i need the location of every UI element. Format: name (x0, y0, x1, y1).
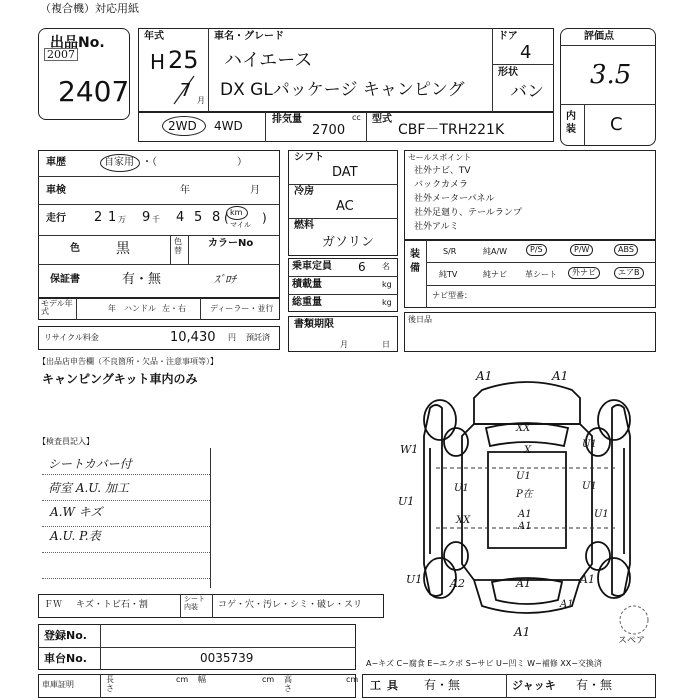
damage-mark: U1 (582, 481, 597, 492)
jack-label: ジャッキ (512, 679, 556, 692)
sales-point-item: バックカメラ (414, 180, 469, 190)
mileage-digit-5: 5 (194, 210, 203, 225)
damage-mark: X (524, 445, 532, 456)
equip-pw: P/W (570, 244, 593, 256)
interior-value: C (610, 114, 623, 135)
load-label: 積載量 (292, 279, 322, 290)
inspection-month: 月 (250, 185, 260, 196)
model-year-lr: 左・右 (162, 304, 186, 313)
tools-value: 有・無 (424, 678, 461, 692)
equip-ext-navi: 外ナビ (568, 267, 600, 279)
equip-leather: 革シート (525, 270, 557, 279)
sales-point-item: 社外メーターパネル (414, 194, 495, 204)
cert-cm-1: cm (176, 675, 189, 684)
year-value: 25 (168, 46, 199, 74)
recycle-unit: 円 (228, 333, 236, 342)
fuel-value: ガソリン (322, 235, 375, 250)
history-rest: ・（ ） (142, 157, 247, 168)
equip-navi-model: ナビ型番： (432, 291, 472, 300)
model-year-handle: ハンドル (124, 304, 156, 313)
model-year-year: 年 (108, 304, 116, 313)
equip-ps: P/S (526, 244, 547, 256)
gross-weight-unit: kg (382, 298, 392, 307)
sales-points-label: セールスポイント (408, 153, 472, 162)
inspector-line: A.W キズ (50, 505, 103, 519)
reg-expiry-month: 月 (340, 340, 348, 349)
gross-weight-label: 総重量 (292, 297, 322, 308)
equip-sr: S/R (443, 247, 457, 256)
color-change-label: 色替 (174, 237, 182, 255)
mileage-km: km (230, 208, 243, 217)
damage-mark: A1 (552, 369, 569, 383)
cert-label: 車庫証明 (42, 680, 74, 689)
inspector-line: 荷室 A.U. 加工 (48, 481, 129, 495)
capacity-unit: 名 (382, 262, 390, 271)
recycle-deposit: 預託済 (246, 333, 270, 342)
warranty-label: 保証書 (50, 274, 80, 285)
model-year-dealer: ディーラー・並行 (210, 304, 274, 313)
mileage-label: 走行 (46, 213, 66, 224)
lot-stamp: 2007 (44, 48, 78, 61)
sales-point-item: 社外足廻り、テールランプ (414, 208, 522, 218)
notes-label: 【出品店申告欄（不良箇所・欠品・注意事項等）】 (38, 357, 218, 366)
damage-mark: XX (516, 423, 531, 434)
cert-cm-2: cm (262, 675, 275, 684)
damage-mark: A1 (560, 599, 574, 610)
displacement-label: 排気量 (272, 114, 302, 125)
damage-mark: A1 (514, 625, 531, 639)
wear-seat-items: コゲ・穴・汚レ・シミ・破レ・スリ (218, 600, 363, 610)
jack-value: 有・無 (576, 678, 613, 692)
damage-legend: A−キズ C−腐食 E−エクボ S−サビ U−凹ミ W−補修 XX−交換済 (366, 659, 602, 668)
aftermarket-box (404, 312, 656, 352)
mileage-man: 万 (118, 215, 126, 224)
history-label: 車歴 (46, 157, 66, 168)
reg-expiry-label: 書類期限 (294, 319, 334, 330)
color-value: 黒 (116, 241, 130, 257)
model-label: 型式 (372, 114, 392, 125)
cert-box (38, 674, 359, 698)
body-type-label: 形状 (498, 67, 518, 78)
year-label: 年式 (144, 31, 164, 42)
recycle-label: リサイクル料金 (44, 333, 99, 342)
year-month-unit: 月 (197, 96, 205, 105)
body-type-value: バン (510, 82, 544, 102)
mileage-digit-4: 4 (176, 210, 185, 225)
damage-mark: U1 (406, 573, 423, 586)
warranty-note: ｽﾞﾛﾁ (214, 273, 236, 286)
warranty-value: 有・無 (122, 272, 162, 287)
inspector-label: 【検査員記入】 (38, 437, 94, 446)
tools-label: 工具 (370, 679, 404, 692)
damage-mark: A1 (518, 521, 532, 532)
capacity-label: 乗車定員 (292, 261, 332, 272)
aftermarket-label: 後日品 (408, 315, 432, 324)
damage-mark: W1 (400, 443, 419, 456)
damage-mark: U1 (582, 439, 597, 450)
equip-alloy: 純A/W (483, 247, 508, 256)
sales-point-item: 社外ナビ、TV (414, 166, 471, 176)
vehicle-grade: DX GLパッケージ キャンピング (220, 80, 465, 100)
wear-fw-items: キズ・トビ石・割 (76, 600, 148, 610)
mileage-mile: マイル (230, 221, 251, 229)
damage-mark: U1 (398, 495, 415, 508)
shift-value: DAT (332, 165, 358, 180)
equipment-label: 装備 (410, 249, 420, 274)
cert-height: 高さ (284, 675, 292, 693)
grade-score-label: 評価点 (584, 31, 614, 42)
drive-2wd: 2WD (168, 119, 197, 133)
mileage-digit-6: 8 (212, 210, 221, 225)
damage-mark: U1 (454, 483, 469, 494)
vehicle-name: ハイエース (224, 50, 313, 71)
damage-mark: A1 (476, 369, 493, 383)
spare-label: スペア (618, 636, 646, 646)
registration-label: 登録No. (44, 629, 87, 642)
chassis-value: 0035739 (200, 651, 254, 665)
equip-airbag: エアB (614, 267, 644, 279)
cert-cm-3: cm (346, 675, 359, 684)
recycle-value: 10,430 (170, 330, 216, 345)
color-code-label: カラーNo (208, 238, 254, 249)
mileage-digit-2: 1 (108, 210, 117, 225)
mileage-digit-3: 9 (142, 210, 151, 225)
mileage-sen: 千 (152, 215, 160, 224)
aircon-value: AC (336, 199, 354, 214)
model-year-label: モデル年式 (41, 299, 73, 317)
damage-mark: U1 (594, 509, 609, 520)
grade-score-value: 3.5 (590, 60, 632, 90)
inspection-year: 年 (180, 185, 190, 196)
damage-mark: A2 (450, 577, 465, 590)
cert-width: 幅 (198, 675, 206, 684)
chassis-label: 車台No. (44, 652, 87, 665)
doors-value: 4 (520, 42, 532, 63)
car-diagram (396, 368, 658, 638)
capacity-value: 6 (358, 260, 366, 274)
damage-mark: U1 (516, 471, 531, 482)
wear-seat-label: シート内装 (184, 595, 205, 611)
damage-mark: A1 (580, 573, 595, 586)
doors-label: ドア (498, 31, 518, 42)
damage-mark: A1 (516, 577, 531, 590)
cert-length: 長さ (106, 675, 114, 693)
fuel-label: 燃料 (294, 220, 314, 231)
equip-navi: 純ナビ (483, 270, 507, 279)
vehicle-label: 車名・グレード (214, 31, 284, 42)
damage-mark: XX (456, 515, 471, 526)
inspector-line: シートカバー付 (48, 457, 132, 471)
history-value: 自家用 (104, 157, 134, 168)
mileage-digit-1: 2 (94, 210, 103, 225)
damage-mark: P在 (516, 489, 533, 500)
inspector-line: A.U. P.表 (50, 529, 101, 543)
reg-expiry-day: 日 (382, 340, 390, 349)
aircon-label: 冷房 (294, 186, 314, 197)
year-month: 7 (180, 80, 192, 101)
color-label: 色 (70, 243, 80, 254)
displacement-unit: cc (352, 113, 361, 122)
year-era: H (150, 50, 166, 74)
notes-text: キャンピングキット車内のみ (42, 372, 198, 386)
wear-fw: ＦＷ (44, 600, 63, 610)
load-unit: kg (382, 280, 392, 289)
lot-label: 出品No. (50, 35, 105, 51)
drive-4wd: 4WD (214, 119, 243, 133)
sales-point-item: 社外アルミ (414, 222, 459, 232)
equip-abs: ABS (614, 244, 638, 256)
equip-tv: 純TV (439, 270, 458, 279)
header-partial: （複合機）対応用紙 (40, 2, 139, 15)
model-value: CBF－TRH221K (398, 122, 505, 138)
shift-label: シフト (294, 152, 324, 163)
damage-mark: A1 (518, 509, 532, 520)
interior-label: 内装 (566, 111, 576, 135)
displacement-value: 2700 (312, 123, 346, 138)
lot-number: 2407 (58, 75, 130, 108)
inspection-label: 車検 (46, 185, 66, 196)
